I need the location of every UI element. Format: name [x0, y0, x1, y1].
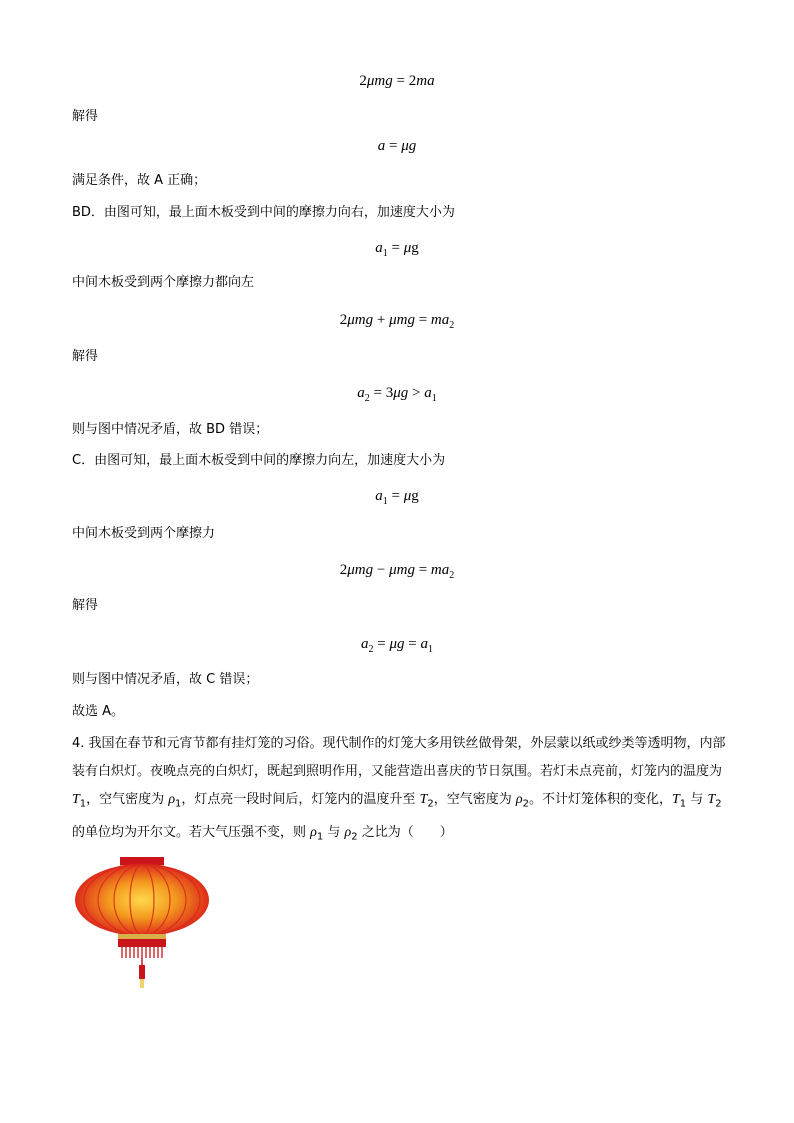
equation-3: $a_1 = \mu g$ [375, 240, 419, 259]
text-line: 中间木板受到两个摩擦力 [72, 526, 216, 541]
text-line: 解得 [72, 109, 99, 124]
text-line: 中间木板受到两个摩擦力都向左 [72, 275, 255, 290]
equation-2: a = μg [377, 138, 417, 154]
text-line: 解得 [72, 598, 99, 613]
text-line: 满足条件，故 A 正确； [72, 173, 207, 188]
equation-5: $a_2 = 3\mu g > a_1$ [357, 385, 437, 404]
text-line: 解得 [72, 349, 99, 364]
text-line: 则与图中情况矛盾，故 BD 错误； [72, 422, 269, 437]
equation-8: $a_2 = \mu g = a_1$ [361, 636, 433, 655]
text-line: 故选 A。 [72, 704, 125, 719]
text-line: C．由图可知，最上面木板受到中间的摩擦力向左，加速度大小为 [72, 453, 446, 468]
question-4-text: 4. 我国在春节和元宵节都有挂灯笼的习俗。现代制作的灯笼大多用铁丝做骨架，外层蒙以纸或纱类等透明物，内部装有白炽灯。夜晚点亮的白炽灯，既起到照明作用，又能营造出喜庆的节日氛围。若灯未点亮前，灯笼内的温度为 $T_1$，空气密度为 $\rho_1$，灯点亮一段时间后，灯笼内的温度升至 $T_2$，空气密度为 $\rho_2$。不计灯笼体积的变化，$T_1$ 与 $T_2$ 的单位均为开尔文。若大气压强不变，则 $\rho_1$ 与 $\rho_2$ 之比为（ ） [72, 736, 726, 843]
equation-1: 2μmg = 2ma [359, 73, 435, 89]
equation-7: $2\mu mg - \mu mg = ma_2$ [339, 562, 455, 581]
red-lantern-icon [72, 855, 212, 990]
text-line: 则与图中情况矛盾，故 C 错误； [72, 672, 259, 687]
equation-4: $2\mu mg + \mu mg = ma_2$ [339, 312, 455, 331]
equation-6: $a_1 = \mu g$ [375, 488, 419, 507]
text-line: BD．由图可知，最上面木板受到中间的摩擦力向右，加速度大小为 [72, 205, 455, 220]
